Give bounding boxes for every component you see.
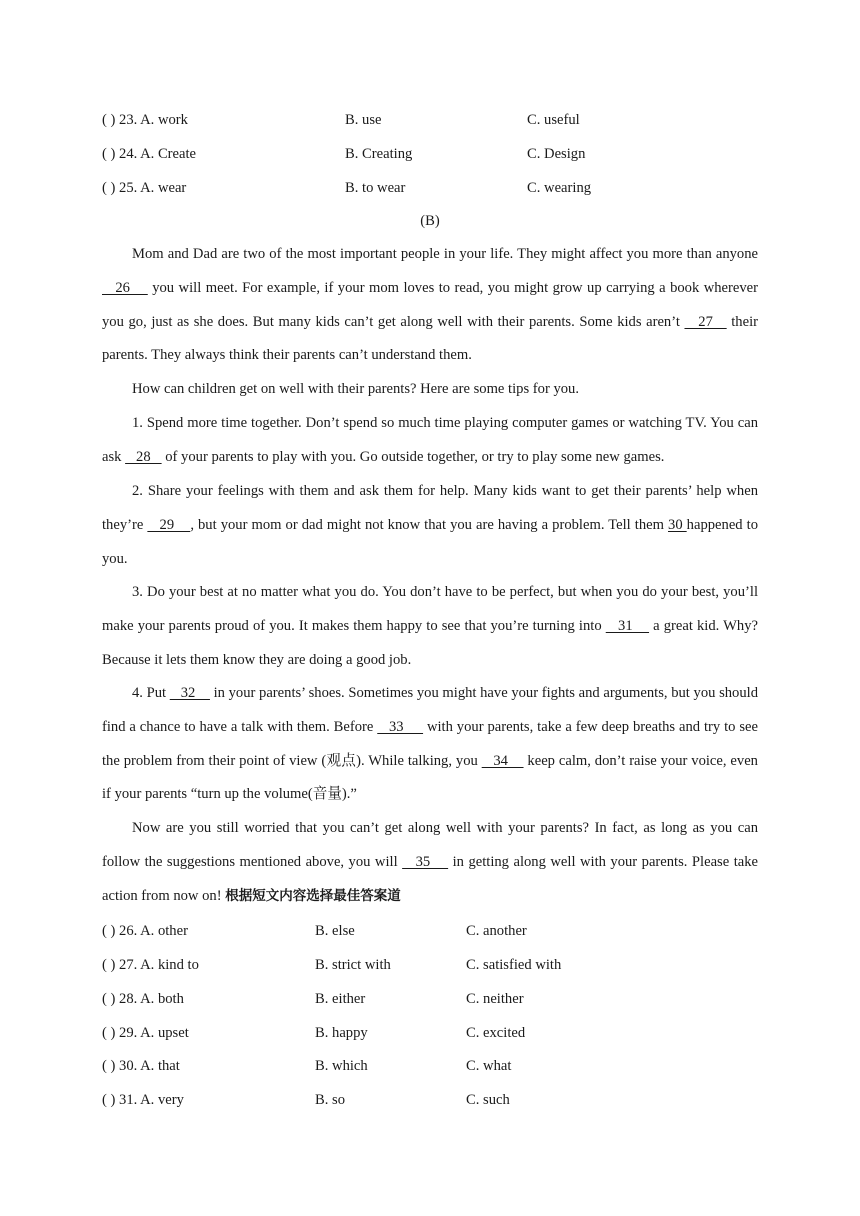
question-stem: ( ) 26. A. other	[102, 923, 188, 939]
passage-paragraph-7	[102, 812, 758, 913]
option-b: B. so	[315, 1092, 346, 1108]
passage-text: Mom and Dad are two of the most important people in your life. They might affect you more than anyone	[132, 246, 758, 262]
blank-26: 26	[102, 279, 148, 296]
passage-text: , but your mom or dad might not know that you are having a problem. Tell them	[190, 516, 669, 533]
blank-27: 27	[684, 313, 727, 330]
option-c: C. neither	[466, 991, 524, 1007]
option-b: B. Creating	[345, 146, 413, 162]
blank-35: 35	[402, 853, 449, 870]
question-stem: ( ) 27. A. kind to	[102, 957, 199, 973]
blank-28: 28	[125, 448, 162, 465]
option-b: B. either	[315, 991, 366, 1007]
passage-text: you will meet. For example, if your mom loves to read, you might grow up carrying a book wherever you go, just as she does. But many kids can’t get along well with their parents. Some kids aren’t	[102, 279, 758, 330]
option-b: B. to wear	[345, 180, 406, 196]
question-stem: ( ) 28. A. both	[102, 991, 184, 1007]
option-c: C. excited	[466, 1025, 526, 1041]
blank-34: 34	[481, 752, 524, 769]
option-b: B. which	[315, 1058, 368, 1074]
blank-32: 32	[169, 685, 210, 701]
passage-text: a great kid. Why? Because it lets them know they are doing a good job.	[102, 617, 758, 668]
question-stem: ( ) 23. A. work	[102, 112, 188, 128]
instruction-text: 根据短文内容选择最佳答案道	[225, 887, 401, 904]
passage-text: 2. Share your feelings with them and ask them for help. Many kids want to get their parents’ help when they’re	[102, 483, 758, 533]
section-label: (B)	[420, 213, 440, 229]
blank-31: 31	[605, 617, 650, 634]
passage-text: keep calm, don’t raise your voice, even if your parents “turn up the volume(音量).”	[102, 752, 758, 803]
option-b: B. use	[345, 112, 382, 128]
option-b: B. happy	[315, 1025, 368, 1041]
passage-text: 4. Put	[132, 685, 170, 701]
option-c: C. Design	[527, 146, 586, 162]
passage-text: Now are you still worried that you can’t get along well with your parents? In fact, as long as you can follow the suggestions mentioned above, you will	[102, 820, 758, 870]
option-b: B. else	[315, 923, 355, 939]
passage-text: of your parents to play with you. Go outside together, or try to play some new games.	[161, 448, 665, 465]
passage-text: their parents. They always think their parents can’t understand them.	[102, 313, 758, 364]
question-stem: ( ) 30. A. that	[102, 1058, 180, 1074]
passage-text: with your parents, take a few deep breaths and try to see the problem from their point of view (观点). While talking, you	[102, 718, 758, 769]
question-stem: ( ) 31. A. very	[102, 1092, 184, 1108]
option-c: C. such	[466, 1092, 510, 1108]
option-c: C. satisfied with	[466, 957, 562, 973]
question-stem: ( ) 24. A. Create	[102, 146, 197, 162]
passage-text: 3. Do your best at no matter what you do. You don’t have to be perfect, but when you do your best, you’ll make your parents proud of you. It makes them happy to see that you’re turning into	[102, 584, 758, 634]
passage-paragraph-5	[102, 576, 758, 677]
passage-text: 1. Spend more time together. Don’t spend so much time playing computer games or watching TV. You can ask	[102, 415, 758, 465]
question-stem: ( ) 25. A. wear	[102, 180, 187, 196]
blank-29: 29	[147, 516, 191, 533]
passage-paragraph-3	[102, 407, 758, 475]
option-c: C. what	[466, 1058, 512, 1074]
option-b: B. strict with	[315, 957, 391, 973]
passage-paragraph-1	[102, 238, 758, 373]
passage-paragraph-4	[102, 475, 758, 576]
passage-text: happened to you.	[102, 516, 758, 567]
option-c: C. another	[466, 923, 527, 939]
passage-text: in your parents’ shoes. Sometimes you might have your fights and arguments, but you should find a chance to have a talk with them. Before	[102, 685, 758, 735]
option-c: C. wearing	[527, 180, 592, 196]
passage-paragraph-6	[102, 677, 758, 812]
question-stem: ( ) 29. A. upset	[102, 1025, 189, 1041]
passage-paragraph-2: How can children get on well with their parents? Here are some tips for you.	[132, 381, 579, 397]
blank-33: 33	[377, 718, 424, 735]
blank-30: 30	[668, 516, 687, 533]
option-c: C. useful	[527, 112, 580, 128]
passage-text: in getting along well with your parents. Please take action from now on!	[102, 853, 758, 904]
